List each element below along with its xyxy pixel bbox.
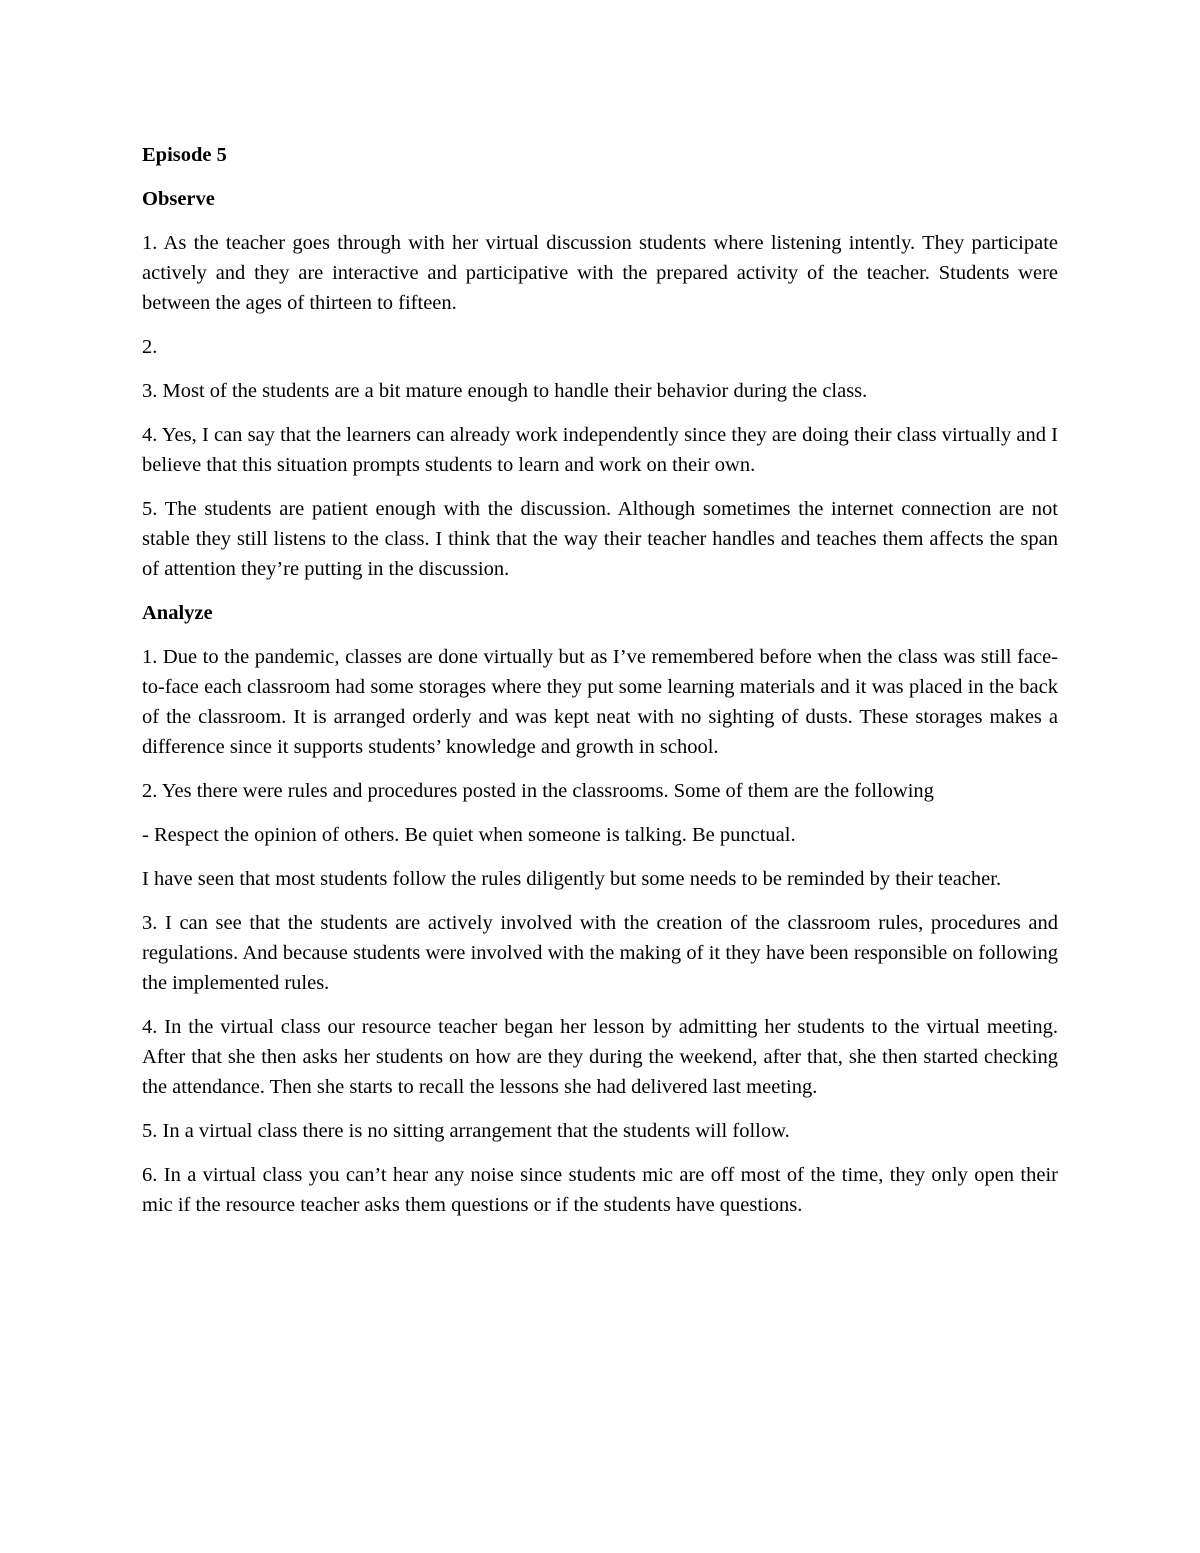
document-body <box>142 140 1058 1234</box>
analyze-item-6: 6. In a virtual class you can’t hear any noise since students mic are off most of the time, they only open their mic if the resource teacher asks them questions or if the students have questions. <box>142 1164 1058 1216</box>
analyze-rules-list: - Respect the opinion of others. Be quiet when someone is talking. Be punctual. <box>142 824 796 846</box>
analyze-item-4: 4. In the virtual class our resource teacher began her lesson by admitting her students to the virtual meeting. After that she then asks her students on how are they during the weekend, after that, she then started checking the attendance. Then she starts to recall the lessons she had delivered last meeting. <box>142 1016 1058 1098</box>
observe-item-1: 1. As the teacher goes through with her virtual discussion students where listening intently. They participate actively and they are interactive and participative with the prepared activity of the teacher. Students were between the ages of thirteen to fifteen. <box>142 232 1058 314</box>
observe-heading: Observe <box>142 188 215 210</box>
observe-item-5: 5. The students are patient enough with the discussion. Although sometimes the internet connection are not stable they still listens to the class. I think that the way their teacher handles and teaches them affects the span of attention they’re putting in the discussion. <box>142 498 1058 580</box>
analyze-heading: Analyze <box>142 602 213 624</box>
observe-item-4: 4. Yes, I can say that the learners can already work independently since they are doing their class virtually and I believe that this situation prompts students to learn and work on their own. <box>142 424 1058 476</box>
observe-item-2: 2. <box>142 336 158 358</box>
analyze-item-2: 2. Yes there were rules and procedures posted in the classrooms. Some of them are the following <box>142 780 934 802</box>
document-title: Episode 5 <box>142 144 227 166</box>
analyze-rules-observation: I have seen that most students follow the rules diligently but some needs to be reminded by their teacher. <box>142 868 1002 890</box>
analyze-item-3: 3. I can see that the students are actively involved with the creation of the classroom rules, procedures and regulations. And because students were involved with the making of it they have been responsible on following the implemented rules. <box>142 912 1058 994</box>
analyze-item-5: 5. In a virtual class there is no sitting arrangement that the students will follow. <box>142 1120 790 1142</box>
analyze-item-1: 1. Due to the pandemic, classes are done virtually but as I’ve remembered before when the class was still face-to-face each classroom had some storages where they put some learning materials and it was placed in the back of the classroom. It is arranged orderly and was kept neat with no sighting of dusts. These storages makes a difference since it supports students’ knowledge and growth in school. <box>142 646 1058 758</box>
observe-item-3: 3. Most of the students are a bit mature enough to handle their behavior during the class. <box>142 380 868 402</box>
